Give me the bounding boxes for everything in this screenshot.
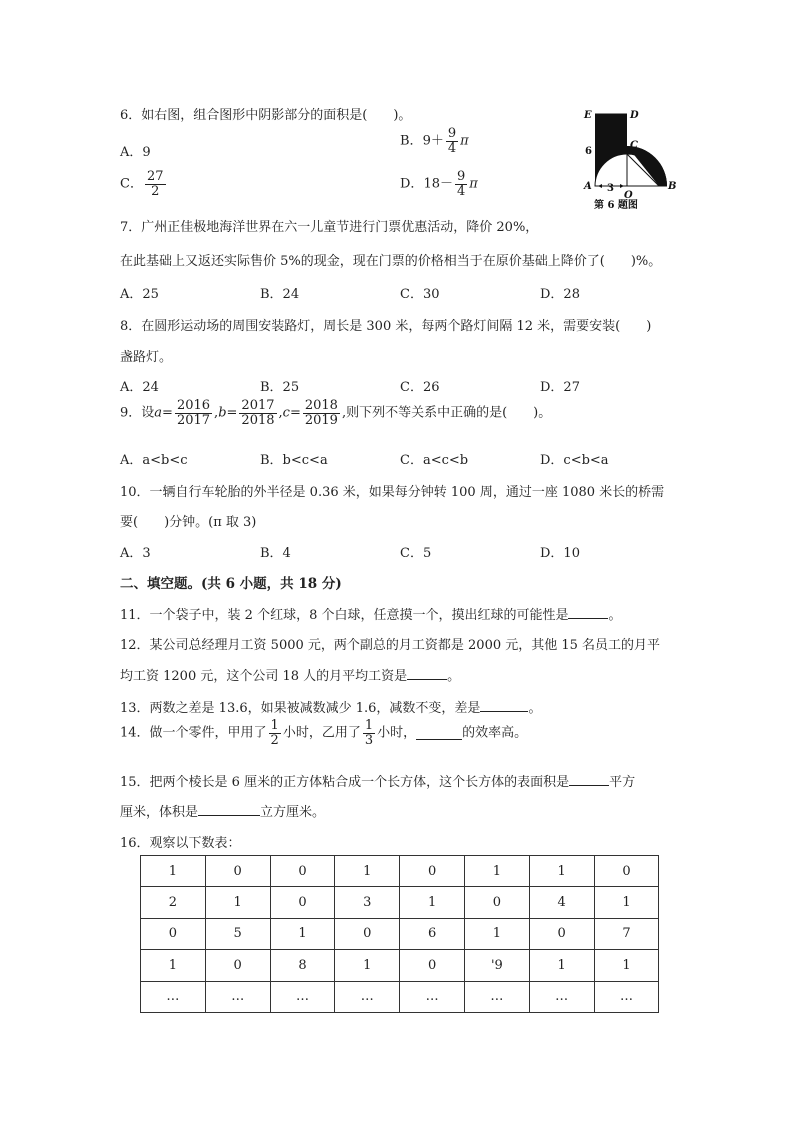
table-cell: 1	[464, 918, 529, 949]
q10-option-c: C．5	[400, 546, 432, 561]
question-10-line2: 要( )分钟。(π 取 3)	[120, 515, 257, 530]
denominator: 2017	[176, 412, 211, 428]
table-cell: 4	[529, 887, 594, 918]
question-9	[120, 399, 551, 427]
table-cell: 1	[464, 856, 529, 887]
fraction	[446, 127, 458, 155]
q9-suffix: ,则下列不等关系中正确的是( )。	[341, 405, 552, 421]
table-cell: 0	[400, 856, 465, 887]
table-cell: …	[335, 981, 400, 1012]
q9-option-d: D．c<b<a	[540, 453, 609, 468]
table-cell: …	[141, 981, 206, 1012]
numerator: 2017	[241, 398, 275, 413]
label-a: A	[584, 181, 592, 192]
fraction-1	[269, 719, 281, 747]
table-cell: 1	[205, 887, 270, 918]
q6-option-d	[400, 170, 478, 198]
question-7-line1: 7．广州正佳极地海洋世界在六一儿童节进行门票优惠活动，降价 20%，	[120, 220, 539, 235]
number-table	[140, 855, 659, 1013]
label-b: B	[668, 181, 677, 192]
fraction-2	[363, 719, 375, 747]
option-prefix: 9＋	[422, 133, 444, 149]
option-label: B．	[400, 133, 423, 149]
table-row	[141, 981, 659, 1012]
question-8-line1: 8．在圆形运动场的周围安装路灯，周长是 300 米，每两个路灯间隔 12 米，需要安装( )	[120, 319, 652, 334]
q7-option-d: D．28	[540, 287, 580, 302]
option-value: 9	[142, 145, 151, 160]
table-row	[141, 887, 659, 918]
denominator: 2	[270, 732, 279, 748]
denominator: 2019	[304, 412, 338, 428]
answer-blank[interactable]	[198, 803, 260, 816]
table-cell: …	[464, 981, 529, 1012]
numerator: 1	[364, 718, 374, 733]
table-cell: 0	[335, 918, 400, 949]
q14-end: 的效率高。	[462, 725, 528, 741]
q15-unit2: 立方厘米。	[260, 805, 326, 820]
q9-prefix: 9．设	[120, 405, 155, 421]
table-cell: …	[594, 981, 659, 1012]
q14-post: 小时，	[377, 725, 417, 741]
q6-figure	[580, 104, 680, 214]
table-cell: 8	[270, 950, 335, 981]
numerator: 27	[146, 169, 164, 184]
answer-blank[interactable]	[568, 606, 608, 619]
numerator: 1	[270, 718, 279, 733]
label-d: D	[630, 110, 639, 121]
table-cell: 1	[529, 856, 594, 887]
denominator: 2018	[241, 412, 275, 428]
table-cell: 3	[335, 887, 400, 918]
table-cell: 1	[529, 950, 594, 981]
table-cell: 1	[594, 950, 659, 981]
table-cell: 0	[270, 856, 335, 887]
numerator: 9	[456, 169, 466, 184]
q15-unit: 平方	[609, 775, 636, 790]
q9-option-c: C．a<c<b	[400, 453, 469, 468]
denominator: 4	[456, 183, 466, 199]
q14-text: 14．做一个零件，甲用了	[120, 725, 267, 741]
equals: =	[289, 405, 301, 421]
table-cell: 1	[400, 887, 465, 918]
answer-blank[interactable]	[480, 699, 528, 712]
table-row	[141, 856, 659, 887]
table-cell: 1	[141, 856, 206, 887]
q6-option-a	[120, 141, 151, 160]
question-7-line2: 在此基础上又返还实际售价 5%的现金，现在门票的价格相当于在原价基础上降价了( )%。	[120, 254, 662, 269]
table-cell: 0	[529, 918, 594, 949]
equals: =	[226, 405, 238, 421]
q12-end: 。	[447, 669, 461, 684]
q13-end: 。	[528, 701, 542, 716]
label-o: O	[624, 190, 633, 201]
question-15-line1	[120, 771, 635, 790]
denominator: 4	[447, 140, 457, 156]
q15-text: 15．把两个棱长是 6 厘米的正方体粘合成一个长方体，这个长方体的表面积是	[120, 775, 570, 790]
table-cell: 0	[270, 887, 335, 918]
answer-blank[interactable]	[407, 667, 447, 680]
numerator: 2018	[304, 398, 338, 413]
q13-text: 13．两数之差是 13.6，如果被减数减少 1.6，减数不变，差是	[120, 701, 481, 716]
table-cell: 6	[400, 918, 465, 949]
q7-option-c: C．30	[400, 287, 440, 302]
q6-option-b	[400, 127, 469, 155]
table-cell: 0	[141, 918, 206, 949]
q9-option-a: A．a<b<c	[120, 453, 188, 468]
fraction	[455, 170, 467, 198]
option-prefix: 18－	[423, 176, 453, 192]
question-15-line2	[120, 801, 325, 820]
q8-option-c: C．26	[400, 380, 440, 395]
comma: ,	[214, 405, 219, 421]
q10-option-b: B．4	[260, 546, 291, 561]
label-3: 3	[607, 183, 614, 194]
table-cell: …	[529, 981, 594, 1012]
numerator: 2016	[176, 398, 211, 413]
question-8-line2: 盏路灯。	[120, 350, 173, 365]
q6-option-c	[120, 170, 168, 198]
section-2-heading: 二、填空题。(共 6 小题，共 18 分)	[120, 576, 342, 592]
q7-option-a: A．25	[120, 287, 159, 302]
table-cell: 1	[335, 856, 400, 887]
table-cell: 7	[594, 918, 659, 949]
q8-option-a: A．24	[120, 380, 159, 395]
question-12-line1: 12．某公司总经理月工资 5000 元，两个副总的月工资都是 2000 元，其他 15 名员工的月平	[120, 638, 661, 653]
option-label: D．	[400, 176, 424, 192]
fraction-b	[239, 399, 276, 427]
denominator: 3	[364, 732, 374, 748]
q11-end: 。	[608, 608, 622, 623]
table-cell: 0	[464, 887, 529, 918]
q11-text: 11．一个袋子中，装 2 个红球，8 个白球，任意摸一个，摸出红球的可能性是	[120, 608, 569, 623]
fraction-a	[175, 399, 212, 427]
table-cell: 1	[335, 950, 400, 981]
pi-symbol: π	[469, 176, 478, 192]
q8-option-d: D．27	[540, 380, 580, 395]
label-6: 6	[585, 146, 592, 157]
table-cell: 1	[594, 887, 659, 918]
table-cell: 0	[400, 950, 465, 981]
table-cell: 0	[594, 856, 659, 887]
q9-option-b: B．b<c<a	[260, 453, 328, 468]
var-b: b	[218, 405, 227, 421]
question-11	[120, 604, 622, 623]
label-c: C	[630, 140, 638, 151]
question-14	[120, 719, 527, 747]
option-label: A．	[120, 145, 143, 160]
q15-text2: 厘米，体积是	[120, 805, 199, 820]
question-13	[120, 697, 541, 716]
q14-mid: 小时，乙用了	[282, 725, 361, 741]
question-6-text: 6．如右图，组合图形中阴影部分的面积是( )。	[120, 108, 412, 123]
table-row	[141, 918, 659, 949]
comma: ,	[278, 405, 283, 421]
q12-text: 均工资 1200 元，这个公司 18 人的月平均工资是	[120, 669, 408, 684]
option-label: C．	[120, 176, 143, 192]
table-cell: 5	[205, 918, 270, 949]
table-cell: …	[205, 981, 270, 1012]
q8-option-b: B．25	[260, 380, 300, 395]
fraction	[145, 170, 166, 198]
table-cell: 0	[205, 856, 270, 887]
pi-symbol: π	[460, 133, 469, 149]
answer-blank[interactable]	[569, 773, 609, 786]
equals: =	[162, 405, 173, 421]
var-a: a	[154, 405, 163, 421]
q10-option-d: D．10	[540, 546, 580, 561]
table-cell: …	[400, 981, 465, 1012]
table-cell: 2	[141, 887, 206, 918]
table-cell: '9	[464, 950, 529, 981]
var-c: c	[282, 405, 290, 421]
table-row	[141, 950, 659, 981]
denominator: 2	[151, 183, 160, 199]
table-cell: 1	[270, 918, 335, 949]
label-e: E	[584, 110, 592, 121]
fraction-c	[303, 399, 340, 427]
table-cell: …	[270, 981, 335, 1012]
answer-blank[interactable]	[416, 727, 462, 740]
figure-caption: 第 6 题图	[594, 200, 638, 211]
q10-option-a: A．3	[120, 546, 151, 561]
question-12-line2	[120, 665, 460, 684]
table-cell: 0	[205, 950, 270, 981]
table-cell: 1	[141, 950, 206, 981]
q7-option-b: B．24	[260, 287, 300, 302]
numerator: 9	[447, 126, 457, 141]
question-10-line1: 10．一辆自行车轮胎的外半径是 0.36 米，如果每分钟转 100 周，通过一座 1080 米长的桥需	[120, 485, 665, 500]
question-16: 16．观察以下数表：	[120, 836, 241, 851]
